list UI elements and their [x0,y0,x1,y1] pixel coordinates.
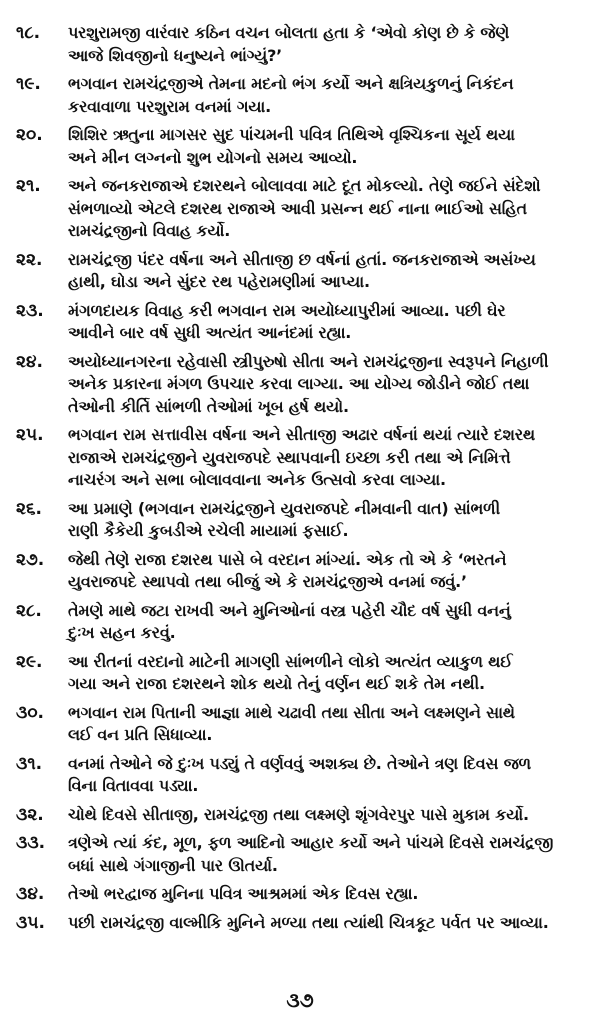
item-text-line: તેમણે માથે જટા રાખવી અને મુનિઓનાં વસ્ત્ર પહેરી ચૌદ વર્ષ સુધી વનનું [68,600,511,620]
item-number: ૨૦. [16,125,43,145]
item-number: ૩૩. [16,833,46,853]
item-number: ૩૨. [16,804,44,825]
item-number: ૨૫. [16,425,44,445]
item-number: ૧૯. [16,74,41,94]
item-text [68,73,584,118]
item-text-line: તેઓની કીર્તિ સાંભળી તેઓમાં ખૂબ હર્ષ થયો. [68,396,349,416]
item-number: ૨૭. [16,549,45,570]
page-number: ૩૭ [286,988,314,1012]
item-text [68,175,584,243]
item-text [68,912,584,935]
item-text [68,549,584,594]
item-text [68,702,584,747]
item-text [68,22,584,67]
item-number: ૨૨. [16,249,43,270]
item-text-line: દુઃખ સહન કરવું. [68,623,176,642]
item-text [68,300,584,345]
item-number: ૨૩. [16,300,44,321]
list-item [16,883,584,906]
item-text-line: સંભળાવ્યો એટલે દશરથ રાજાએ આવી પ્રસન્ન થઈ નાના ભાઈઓ સહિત [68,198,527,218]
item-text-line: યુવરાજપદે સ્થાપવો તથા બીજું એ કે રામચંદ્રજીએ વનમાં જવું.’ [68,572,467,591]
item-text-line: ત્રણેએ ત્યાં કંદ, મૂળ, ફળ આદિનો આહાર કર્યો અને પાંચમે દિવસે રામચંદ્રજી [68,833,554,852]
item-number: ૩૦. [16,702,45,723]
item-text-line: કરવાવાળા પરશુરામ વનમાં ગયા. [68,96,272,116]
item-text-line: ભગવાન રામ સત્તાવીસ વર્ષના અને સીતાજી અઢાર વર્ષનાં થયાં ત્યારે દશરથ [68,425,535,444]
item-text [68,424,584,492]
item-text-line: જેથી તેણે રાજા દશરથ પાસે બે વરદાન માંગ્યાં. એક તો એ કે ‘ભરતને [68,549,507,569]
item-text-line: રાણી કૈકેયી કુબડીએ રચેલી માયામાં ફસાઈ. [68,521,349,540]
item-text [68,600,584,645]
item-text-line: આજે શિવજીનો ધનુષ્યને ભાંગ્યું?’ [68,45,283,65]
item-text-line: મંગળદાયક વિવાહ કરી ભગવાન રામ અયોધ્યાપુરીમાં આવ્યા. પછી ઘેર [68,300,506,320]
list-item [16,22,584,67]
item-text [68,351,584,419]
item-text [68,124,584,169]
list-item [16,702,584,747]
item-text-line: નાચરંગ અને સભા બોલાવવાના અનેક ઉત્સવો કરવા લાગ્યા. [68,470,446,489]
item-number: ૨૮. [16,600,42,621]
numbered-list [16,22,584,934]
list-item [16,498,584,543]
list-item [16,300,584,345]
item-text-line: આ પ્રમાણે (ભગવાન રામચંદ્રજીને યુવરાજપદે નીમવાની વાત) સાંભળી [68,498,500,518]
item-number: ૩૧. [16,753,43,774]
list-item [16,753,584,798]
list-item [16,600,584,645]
list-item [16,175,584,243]
item-text [68,883,584,906]
list-item [16,912,584,935]
item-text-line: ગયા અને રાજા દશરથને શોક થયો તેનું વર્ણન થઈ શકે તેમ નથી. [68,674,485,693]
item-text-line: આ રીતનાં વરદાનો માટેની માગણી સાંભળીને લોકો અત્યંત વ્યાકુળ થઈ [68,651,513,671]
item-text [68,651,584,696]
item-text [68,249,584,294]
item-text-line: શિશિર ઋતુના માગસર સુદ પાંચમની પવિત્ર તિથિએ વૃશ્ચિકના સૂર્ય થયા [68,125,515,144]
list-item [16,124,584,169]
item-text-line: ચોથે દિવસે સીતાજી, રામચંદ્રજી તથા લક્ષ્મણે શૃંગવેરપુર પાસે મુકામ કર્યો. [68,804,529,824]
item-text-line: વિના વિતાવવા પડ્યા. [68,776,199,795]
item-text-line: પછી રામચંદ્રજી વાલ્મીકિ મુનિને મળ્યા તથા ત્યાંથી ચિત્રકૂટ પર્વત પર આવ્યા. [68,912,549,932]
item-text-line: વનમાં તેઓને જે દુઃખ પડ્યું તે વર્ણવવું અશક્ય છે. તેઓને ત્રણ દિવસ જળ [68,753,531,773]
list-item [16,351,584,419]
item-text-line: અયોધ્યાનગરના રહેવાસી સ્ત્રીપુરુષો સીતા અને રામચંદ્રજીના સ્વરૂપને નિહાળી [68,351,549,371]
list-item [16,651,584,696]
item-text [68,804,584,827]
item-text-line: રામચંદ્રજીનો વિવાહ કર્યો. [68,221,231,240]
list-item [16,73,584,118]
item-number: ૨૧. [16,176,41,196]
item-text-line: બધાં સાથે ગંગાજીની પાર ઊતર્યા. [68,855,278,875]
item-text-line: અને મીન લગ્નનો શુભ યોગનો સમય આવ્યો. [68,147,358,167]
item-text-line: રામચંદ્રજી પંદર વર્ષના અને સીતાજી છ વર્ષનાં હતાં. જનકરાજાએ અસંખ્ય [68,249,536,269]
item-number: ૧૮. [16,23,41,43]
item-number: ૨૪. [16,351,43,372]
item-text-line: ભગવાન રામ પિતાની આજ્ઞા માથે ચઢાવી તથા સીતા અને લક્ષ્મણને સાથે [68,702,515,722]
item-text [68,753,584,798]
item-number: ૩૪. [16,884,45,904]
item-text-line: રાજાએ રામચંદ્રજીને યુવરાજપદે સ્થાપવાની ઇચ્છા કરી તથા એ નિમિત્તે [68,447,511,467]
item-number: ૨૬. [16,498,42,519]
item-text [68,832,584,877]
item-text-line: અને જનકરાજાએ દશરથને બોલાવવા માટે દૂત મોકલ્યો. તેણે જઈને સંદેશો [68,176,541,195]
list-item [16,249,584,294]
item-text-line: લઈ વન પ્રતિ સિધાવ્યા. [68,725,213,744]
list-item [16,549,584,594]
item-number: ૩૫. [16,912,45,933]
item-text [68,498,584,543]
list-item [16,832,584,877]
item-text-line: તેઓ ભરદ્વાજ મુનિના પવિત્ર આશ્રમમાં એક દિવસ રહ્યા. [68,884,419,903]
item-text-line: હાથી, ઘોડા અને સુંદર રથ પહેરામણીમાં આપ્યા. [68,272,370,291]
item-text-line: અનેક પ્રકારના મંગળ ઉપચાર કરવા લાગ્યા. આ યોગ્ય જોડીને જોઈ તથા [68,374,530,393]
list-item [16,424,584,492]
list-item [16,804,584,827]
item-text-line: આવીને બાર વર્ષ સુધી અત્યંત આનંદમાં રહ્યા. [68,323,352,342]
item-number: ૨૯. [16,651,43,672]
item-text-line: પરશુરામજી વારંવાર કઠિન વચન બોલતા હતા કે ‘એવો કોણ છે કે જેણે [68,23,510,42]
item-text-line: ભગવાન રામચંદ્રજીએ તેમના મદનો ભંગ કર્યો અને ક્ષત્રિયકુળનું નિકંદન [68,74,514,93]
